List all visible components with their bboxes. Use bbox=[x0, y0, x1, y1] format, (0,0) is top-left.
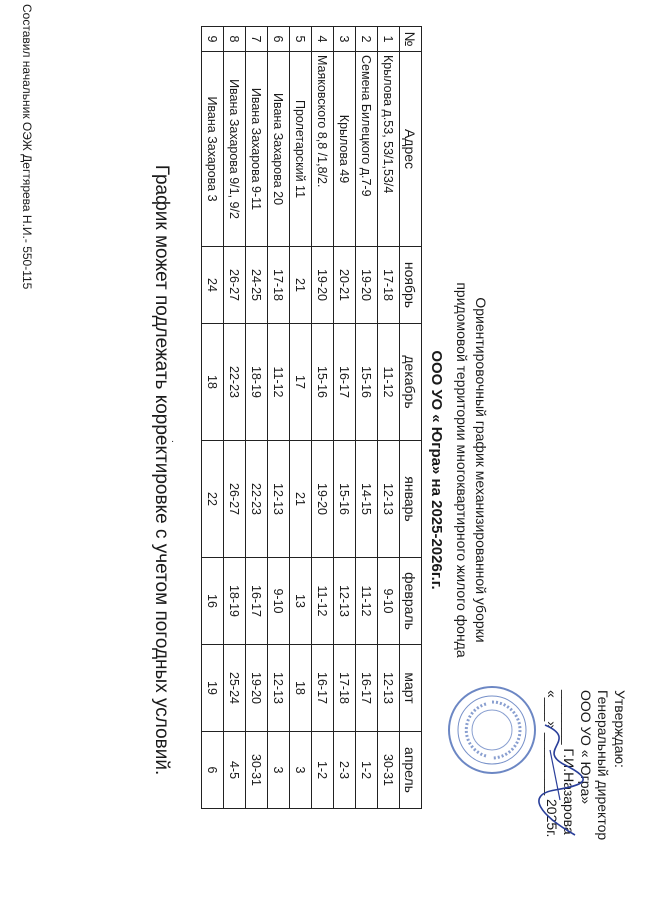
table-row bbox=[246, 27, 268, 809]
cell-november: 21 bbox=[290, 247, 312, 324]
header-january: январь bbox=[400, 441, 422, 558]
cell-march: 19-20 bbox=[246, 645, 268, 732]
cell-number: 4 bbox=[312, 27, 334, 52]
heading-line-2: придомовой территории многоквартирного жилого фонда bbox=[454, 282, 470, 658]
cell-february: 9-10 bbox=[378, 558, 400, 645]
cell-april: 3 bbox=[290, 732, 312, 809]
cell-november: 26-27 bbox=[224, 247, 246, 324]
cell-february: 11-12 bbox=[312, 558, 334, 645]
cell-december: 16-17 bbox=[334, 324, 356, 441]
cell-december: 17 bbox=[290, 324, 312, 441]
cell-december: 18-19 bbox=[246, 324, 268, 441]
cell-number: 7 bbox=[246, 27, 268, 52]
cell-january: 22 bbox=[202, 441, 224, 558]
cell-april: 3 bbox=[268, 732, 290, 809]
table-row bbox=[356, 27, 378, 809]
header-address: Адрес bbox=[400, 52, 422, 247]
cell-february: 16-17 bbox=[246, 558, 268, 645]
table-row bbox=[312, 27, 334, 809]
cell-january: 12-13 bbox=[268, 441, 290, 558]
cell-february: 18-19 bbox=[224, 558, 246, 645]
signature-icon bbox=[530, 720, 590, 840]
cell-number: 3 bbox=[334, 27, 356, 52]
stray-mark: . bbox=[169, 440, 180, 443]
compiled-by: Составил начальник ОЭЖ Дегтярева Н.И.- 550-115 bbox=[20, 4, 34, 290]
document-heading bbox=[427, 150, 490, 790]
cell-december: 22-23 bbox=[224, 324, 246, 441]
cell-address: Ивана Захарова 3 bbox=[202, 52, 224, 247]
cell-april: 4-5 bbox=[224, 732, 246, 809]
cell-december: 11-12 bbox=[268, 324, 290, 441]
cell-address: Ивана Захарова 9-11 bbox=[246, 52, 268, 247]
cell-number: 5 bbox=[290, 27, 312, 52]
cell-march: 17-18 bbox=[334, 645, 356, 732]
cell-february: 16 bbox=[202, 558, 224, 645]
table-row bbox=[334, 27, 356, 809]
cell-march: 19 bbox=[202, 645, 224, 732]
cell-november: 17-18 bbox=[268, 247, 290, 324]
cell-february: 12-13 bbox=[334, 558, 356, 645]
cell-february: 11-12 bbox=[356, 558, 378, 645]
cell-december: 11-12 bbox=[378, 324, 400, 441]
cell-february: 9-10 bbox=[268, 558, 290, 645]
header-march: март bbox=[400, 645, 422, 732]
cell-november: 20-21 bbox=[334, 247, 356, 324]
table-row bbox=[268, 27, 290, 809]
cell-november: 17-18 bbox=[378, 247, 400, 324]
cell-january: 26-27 bbox=[224, 441, 246, 558]
cell-address: Ивана Захарова 9/1, 9/2 bbox=[224, 52, 246, 247]
cell-april: 1-2 bbox=[356, 732, 378, 809]
cell-january: 15-16 bbox=[334, 441, 356, 558]
weather-note: График может подлежать корректировке с учетом погодных условий. bbox=[151, 164, 172, 776]
cell-march: 16-17 bbox=[312, 645, 334, 732]
cell-number: 9 bbox=[202, 27, 224, 52]
cell-november: 24-25 bbox=[246, 247, 268, 324]
cell-november: 19-20 bbox=[312, 247, 334, 324]
header-february: февраль bbox=[400, 558, 422, 645]
table-row bbox=[290, 27, 312, 809]
table-header-row bbox=[400, 27, 422, 809]
cell-february: 13 bbox=[290, 558, 312, 645]
header-number: № bbox=[400, 27, 422, 52]
cell-number: 8 bbox=[224, 27, 246, 52]
cell-december: 15-16 bbox=[356, 324, 378, 441]
approval-line-1: Утверждаю: bbox=[612, 690, 628, 768]
schedule-table bbox=[201, 26, 422, 809]
header-december: декабрь bbox=[400, 324, 422, 441]
cell-march: 16-17 bbox=[356, 645, 378, 732]
cell-address: Крылова д.53, 53/1,53/4 bbox=[378, 52, 400, 247]
cell-april: 30-31 bbox=[246, 732, 268, 809]
cell-january: 19-20 bbox=[312, 441, 334, 558]
approval-line-5: «___» ________ 2025г. bbox=[544, 690, 560, 838]
cell-number: 6 bbox=[268, 27, 290, 52]
cell-april: 6 bbox=[202, 732, 224, 809]
cell-november: 24 bbox=[202, 247, 224, 324]
table-row bbox=[202, 27, 224, 809]
cell-january: 14-15 bbox=[356, 441, 378, 558]
cell-march: 12-13 bbox=[378, 645, 400, 732]
cell-march: 12-13 bbox=[268, 645, 290, 732]
cell-address: Пролетарский 11 bbox=[290, 52, 312, 247]
cell-april: 2-3 bbox=[334, 732, 356, 809]
cell-number: 2 bbox=[356, 27, 378, 52]
cell-march: 25-24 bbox=[224, 645, 246, 732]
cell-january: 21 bbox=[290, 441, 312, 558]
cell-november: 19-20 bbox=[356, 247, 378, 324]
cell-march: 18 bbox=[290, 645, 312, 732]
cell-address: Крылова 49 bbox=[334, 52, 356, 247]
cell-number: 1 bbox=[378, 27, 400, 52]
header-november: ноябрь bbox=[400, 247, 422, 324]
cell-april: 30-31 bbox=[378, 732, 400, 809]
table-row bbox=[378, 27, 400, 809]
table-row bbox=[224, 27, 246, 809]
approval-line-4: _______ Г.И.Назарова bbox=[561, 690, 577, 835]
cell-address: Ивана Захарова 20 bbox=[268, 52, 290, 247]
cell-december: 18 bbox=[202, 324, 224, 441]
cell-january: 12-13 bbox=[378, 441, 400, 558]
cell-address: Семена Билецкого д.7-9 bbox=[356, 52, 378, 247]
heading-line-3: ООО УО « Югра» на 2025-2026г.г. bbox=[428, 350, 445, 590]
approval-line-2: Генеральный директор bbox=[595, 690, 611, 841]
approval-line-3: ООО УО « Югра» bbox=[578, 690, 594, 805]
cell-april: 1-2 bbox=[312, 732, 334, 809]
cell-december: 15-16 bbox=[312, 324, 334, 441]
header-april: апрель bbox=[400, 732, 422, 809]
cell-address: Маяковского 8,8 /1,8/2. bbox=[312, 52, 334, 247]
cell-january: 22-23 bbox=[246, 441, 268, 558]
heading-line-1: Ориентировочный график механизированной уборки bbox=[473, 297, 489, 643]
